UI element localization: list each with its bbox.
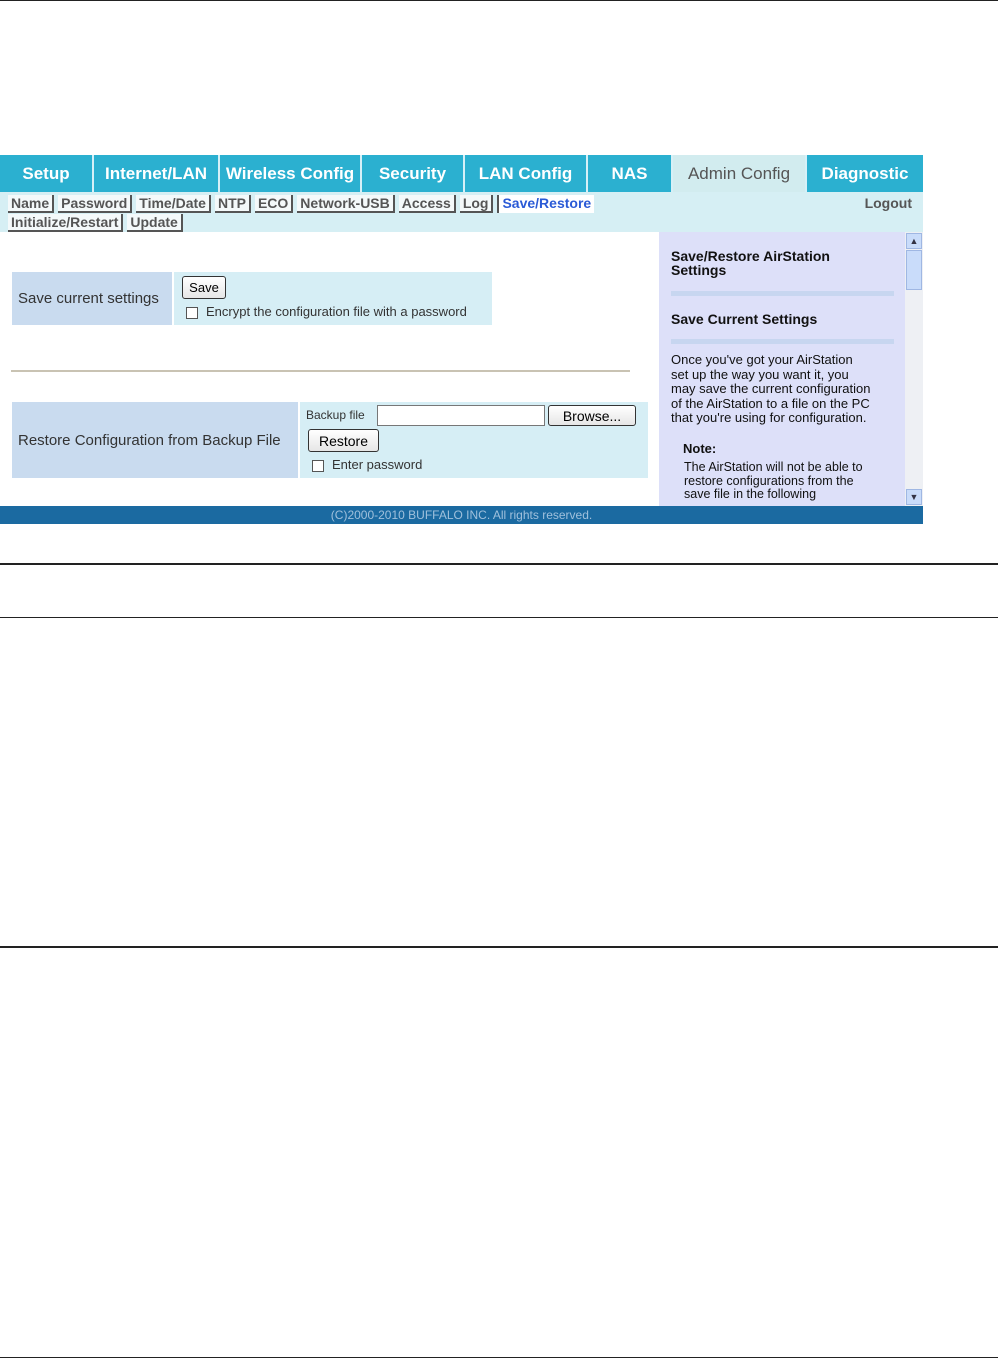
help-paragraph	[671, 353, 870, 426]
tab-internet-lan[interactable]: Internet/LAN	[94, 155, 220, 192]
backup-file-label: Backup file	[306, 408, 365, 422]
sub-link-log[interactable]: Log	[460, 195, 494, 213]
page-rule	[0, 946, 998, 948]
copyright-footer: (C)2000-2010 BUFFALO INC. All rights reserved.	[0, 506, 923, 524]
help-paragraph-line: may save the current configuration	[671, 381, 871, 396]
sub-link-name[interactable]: Name	[8, 195, 54, 213]
sub-link-ntp[interactable]: NTP	[215, 195, 251, 213]
restore-config-controls	[300, 402, 648, 478]
help-note	[684, 461, 863, 502]
tab-lan-config[interactable]: LAN Config	[465, 155, 588, 192]
restore-config-row	[12, 402, 648, 478]
help-paragraph-line: of the AirStation to a file on the PC	[671, 395, 870, 411]
help-note-line: restore configurations from the	[684, 473, 854, 488]
sub-link-password[interactable]: Password	[58, 195, 132, 213]
main-tab-bar	[0, 155, 923, 192]
enter-password-label: Enter password	[332, 457, 423, 472]
logout-link[interactable]: Logout	[864, 195, 912, 211]
router-admin-window	[0, 155, 923, 524]
help-panel	[659, 232, 905, 506]
sub-link-time-date[interactable]: Time/Date	[136, 195, 211, 213]
tab-admin-config[interactable]: Admin Config	[673, 155, 807, 192]
sub-nav-row-1	[8, 195, 594, 213]
help-separator	[671, 291, 894, 296]
sub-link-access[interactable]: Access	[399, 195, 456, 213]
help-subtitle: Save Current Settings	[671, 311, 818, 327]
help-paragraph-line: Once you've got your AirStation	[671, 352, 853, 367]
help-title-line1: Save/Restore AirStation	[671, 248, 830, 264]
encrypt-checkbox[interactable]	[186, 307, 198, 319]
help-scrollbar[interactable]	[905, 232, 923, 506]
help-paragraph-line: that you're using for configuration.	[671, 410, 867, 425]
sub-link-initialize-restart[interactable]: Initialize/Restart	[8, 214, 123, 232]
save-settings-controls	[174, 272, 492, 325]
sub-link-network-usb[interactable]: Network-USB	[297, 195, 394, 213]
save-button[interactable]: Save	[182, 276, 226, 299]
help-note-heading: Note:	[683, 441, 717, 456]
help-note-line: The AirStation will not be able to	[684, 460, 863, 474]
page-rule	[0, 617, 998, 618]
help-note-line: save file in the following	[684, 487, 817, 501]
scroll-down-icon[interactable]: ▼	[906, 489, 922, 505]
tab-security[interactable]: Security	[362, 155, 465, 192]
enter-password-checkbox[interactable]	[312, 460, 324, 472]
section-divider	[11, 370, 630, 372]
save-settings-label: Save current settings	[12, 272, 172, 325]
browse-button[interactable]: Browse...	[548, 405, 636, 426]
help-paragraph-line: set up the way you want it, you	[671, 366, 849, 382]
tab-wireless-config[interactable]: Wireless Config	[220, 155, 362, 192]
sub-link-eco[interactable]: ECO	[255, 195, 293, 213]
tab-setup[interactable]: Setup	[0, 155, 94, 192]
scrollbar-thumb[interactable]	[906, 250, 922, 290]
page-rule	[0, 563, 998, 565]
tab-diagnostic[interactable]: Diagnostic	[821, 163, 909, 183]
restore-config-label: Restore Configuration from Backup File	[12, 402, 298, 478]
sub-link-update[interactable]: Update	[127, 214, 182, 232]
help-separator	[671, 339, 894, 344]
sub-link-save-restore[interactable]: Save/Restore	[497, 195, 594, 213]
sub-navigation	[0, 192, 923, 232]
main-content	[0, 232, 659, 506]
save-settings-row	[12, 272, 492, 325]
sub-nav-row-2	[8, 214, 183, 232]
backup-file-input[interactable]	[377, 405, 545, 426]
scroll-up-icon[interactable]: ▲	[906, 233, 922, 249]
help-title-line2: Settings	[671, 262, 727, 278]
restore-button[interactable]: Restore	[308, 429, 379, 452]
page-rule	[0, 1357, 998, 1358]
top-rule	[0, 0, 998, 1]
tab-nas[interactable]: NAS	[588, 155, 673, 192]
encrypt-checkbox-label: Encrypt the configuration file with a password	[206, 304, 467, 319]
